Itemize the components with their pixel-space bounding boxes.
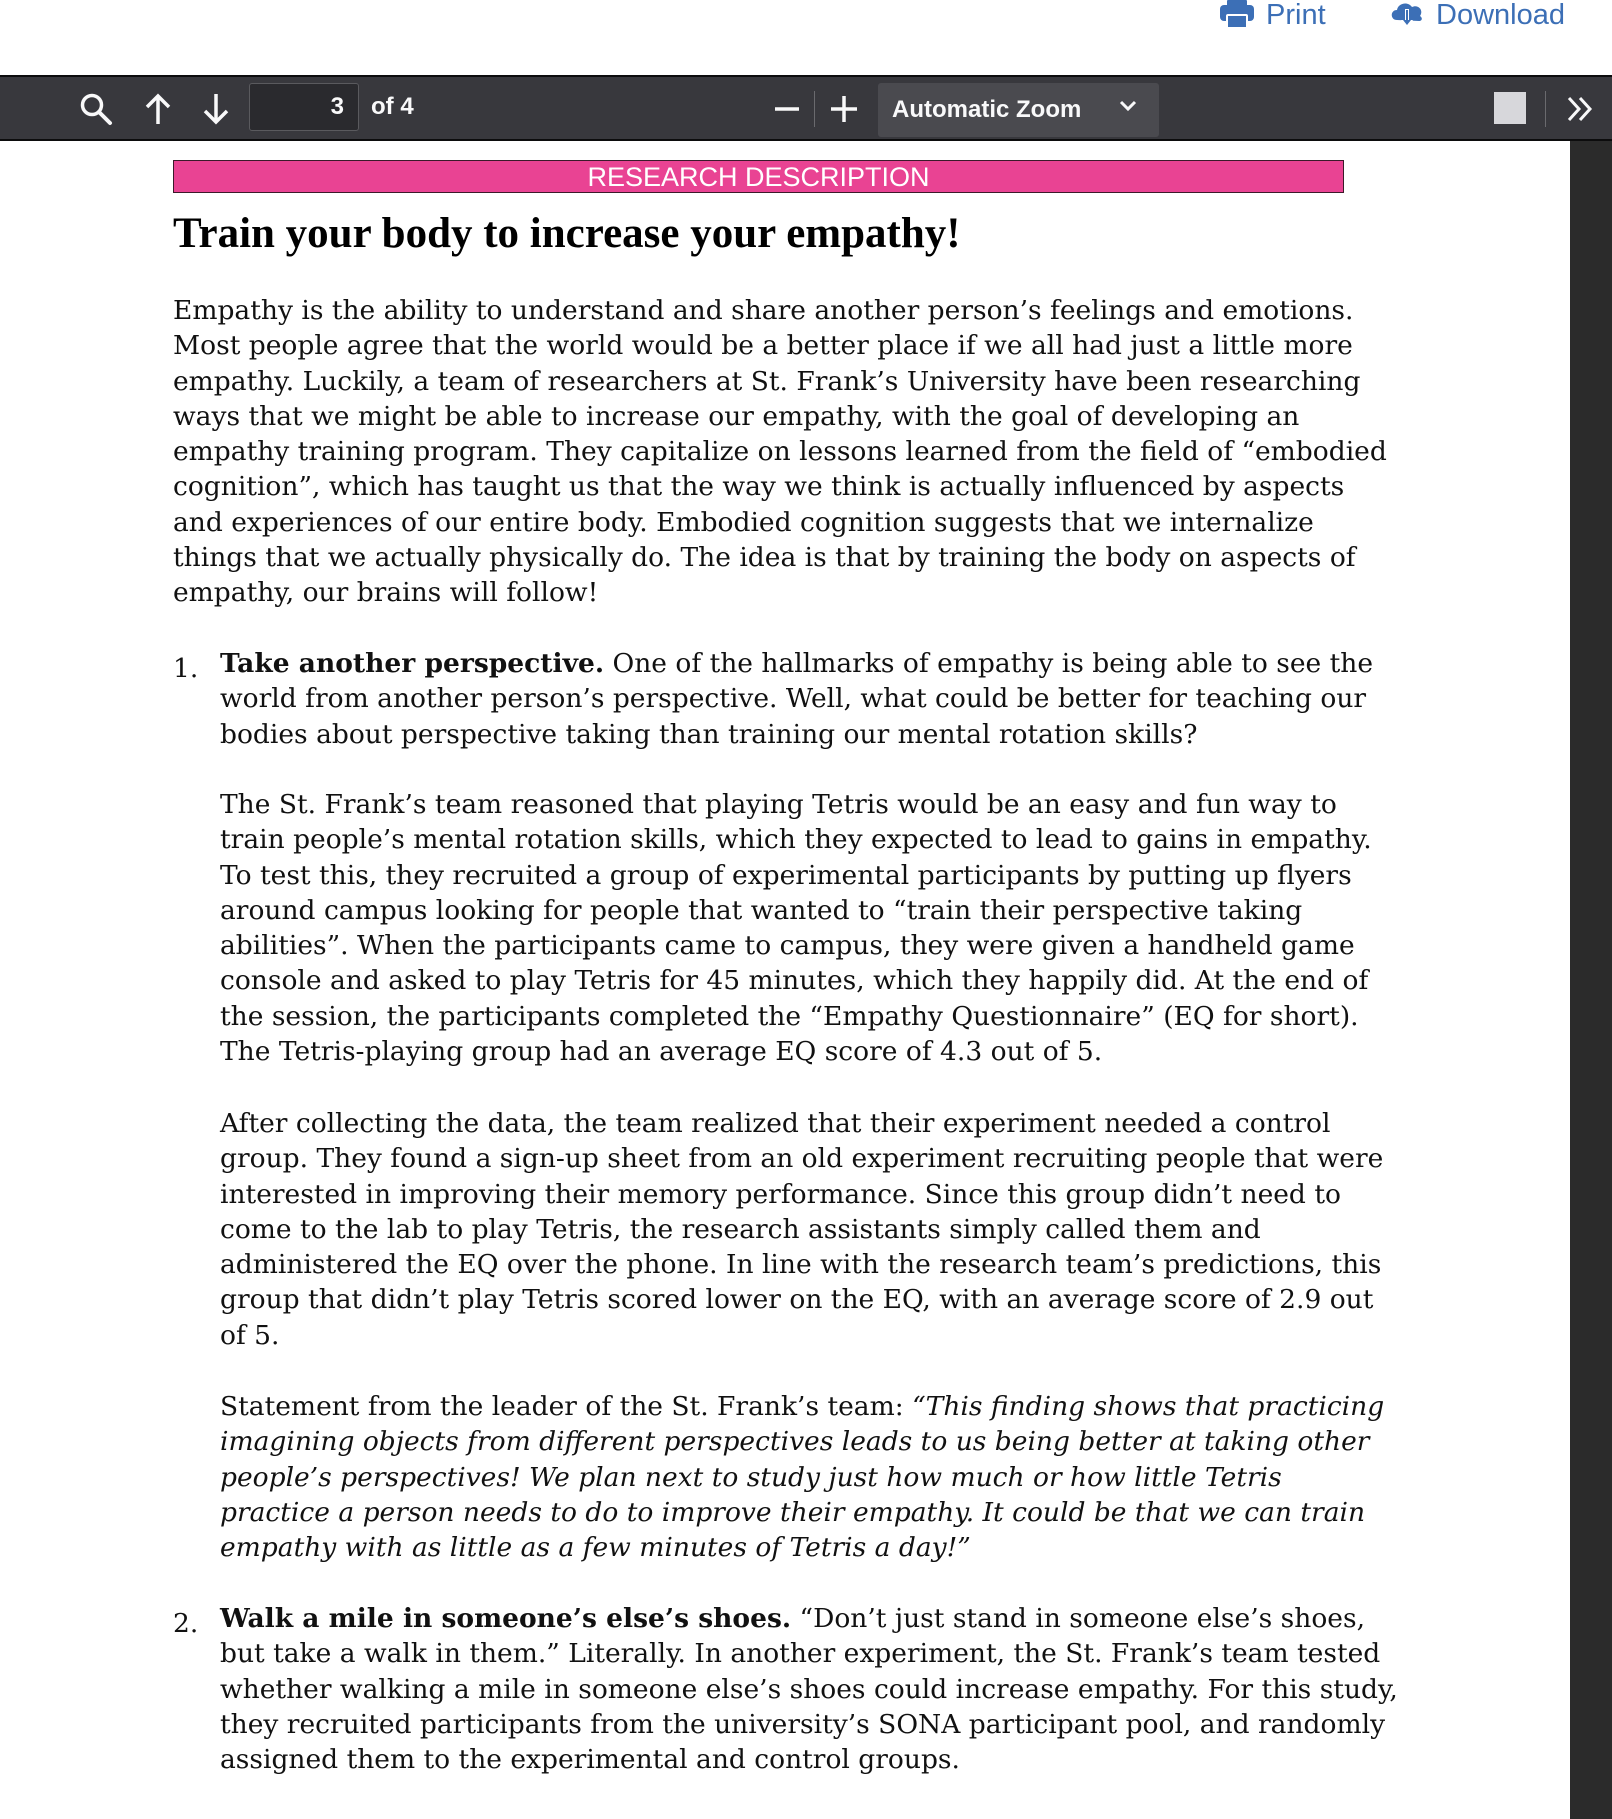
document-title: Train your body to increase your empathy! xyxy=(173,210,961,257)
presentation-mode-button[interactable] xyxy=(1494,92,1526,124)
page-scrollbar[interactable] xyxy=(1570,141,1612,1819)
zoom-out-button[interactable] xyxy=(770,86,804,132)
page-number-input[interactable] xyxy=(249,83,359,131)
statement-lead: Statement from the leader of the St. Frank’s team: xyxy=(220,1391,913,1422)
list-item-1-text: One of the hallmarks of empathy is being able to see the world from another person’s perspective. Well, what could be better for teaching our bodies about perspective taking than training our mental rotation skills? xyxy=(220,648,1374,750)
section-banner: RESEARCH DESCRIPTION xyxy=(173,160,1344,193)
list-number: 1. xyxy=(173,653,199,684)
top-action-bar xyxy=(0,0,1612,75)
list-item-2-paragraph xyxy=(220,1601,1400,1777)
search-icon xyxy=(79,92,113,126)
statement-quote: “This finding shows that practicing imagining objects from different perspectives leads to us being better at taking other people’s perspectives! We plan next to study just how much or how little Tetris practice a person needs to do to improve their empathy. It could be that we can train empathy with as little as a few minutes of Tetris a day!” xyxy=(220,1391,1385,1564)
minus-icon xyxy=(773,95,801,123)
print-label: Print xyxy=(1266,0,1326,31)
download-label: Download xyxy=(1436,0,1565,31)
find-button[interactable] xyxy=(76,86,116,132)
toolbar-separator xyxy=(1545,91,1546,127)
pdf-toolbar xyxy=(0,75,1612,141)
arrow-up-icon xyxy=(143,92,173,126)
printer-icon xyxy=(1218,0,1256,30)
tools-menu-button[interactable] xyxy=(1562,86,1598,132)
list-item-2-heading: Walk a mile in someone’s else’s shoes. xyxy=(220,1603,792,1634)
team-statement-paragraph xyxy=(220,1389,1400,1565)
next-page-button[interactable] xyxy=(198,86,234,132)
zoom-select[interactable] xyxy=(878,83,1159,137)
arrow-down-icon xyxy=(201,92,231,126)
toolbar-separator xyxy=(814,91,815,127)
download-button[interactable] xyxy=(1388,0,1565,30)
cloud-download-icon xyxy=(1388,0,1426,30)
tetris-study-paragraph: The St. Frank’s team reasoned that playing Tetris would be an easy and fun way to train people’s mental rotation skills, which they expected to lead to gains in empathy. To test this, they recruited a group of experimental participants by putting up flyers around campus looking for people that wanted to “train their perspective taking abilities”. When the participants came to campus, they were given a handheld game console and asked to play Tetris for 45 minutes, which they happily did. At the end of the session, the participants completed the “Empathy Questionnaire” (EQ for short). The Tetris-playing group had an average EQ score of 4.3 out of 5. xyxy=(220,789,1372,1068)
list-number: 2. xyxy=(173,1608,199,1639)
plus-icon xyxy=(829,94,859,124)
zoom-select-value: Automatic Zoom xyxy=(892,96,1082,123)
list-item-1-paragraph xyxy=(220,646,1400,752)
zoom-in-button[interactable] xyxy=(827,86,861,132)
intro-paragraph: Empathy is the ability to understand and share another person’s feelings and emotions. Most people agree that the world would be a better place if we all had just a little more empathy. Luckily, a team of researchers at St. Frank’s University have been researching ways that we might be able to increase our empathy, with the goal of developing an empathy training program. They capitalize on lessons learned from the field of “embodied cognition”, which has taught us that the way we think is actually influenced by aspects and experiences of our entire body. Embodied cognition suggests that we internalize things that we actually physically do. The idea is that by training the body on aspects of empathy, our brains will follow! xyxy=(173,295,1387,609)
previous-page-button[interactable] xyxy=(140,86,176,132)
list-item-1-heading: Take another perspective. xyxy=(220,648,605,679)
page-count-label: of 4 xyxy=(371,93,414,120)
control-group-paragraph: After collecting the data, the team realized that their experiment needed a control group. They found a sign-up sheet from an old experiment recruiting people that were interested in improving their memory performance. Since this group didn’t need to come to the lab to play Tetris, the research assistants simply called them and administered the EQ over the phone. In line with the research team’s predictions, this group that didn’t play Tetris scored lower on the EQ, with an average score of 2.9 out of 5. xyxy=(220,1108,1384,1351)
double-chevron-right-icon xyxy=(1565,95,1595,123)
print-button[interactable] xyxy=(1218,0,1326,30)
chevron-down-icon xyxy=(1119,99,1137,113)
pdf-page xyxy=(0,141,1570,1819)
list-item-2-text: “Don’t just stand in someone else’s shoes, but take a walk in them.” Literally. In another experiment, the St. Frank’s team tested whether walking a mile in someone else’s shoes could increase empathy. For this study, they recruited participants from the university’s SONA participant pool, and randomly assigned them to the experimental and control groups. xyxy=(220,1603,1398,1776)
